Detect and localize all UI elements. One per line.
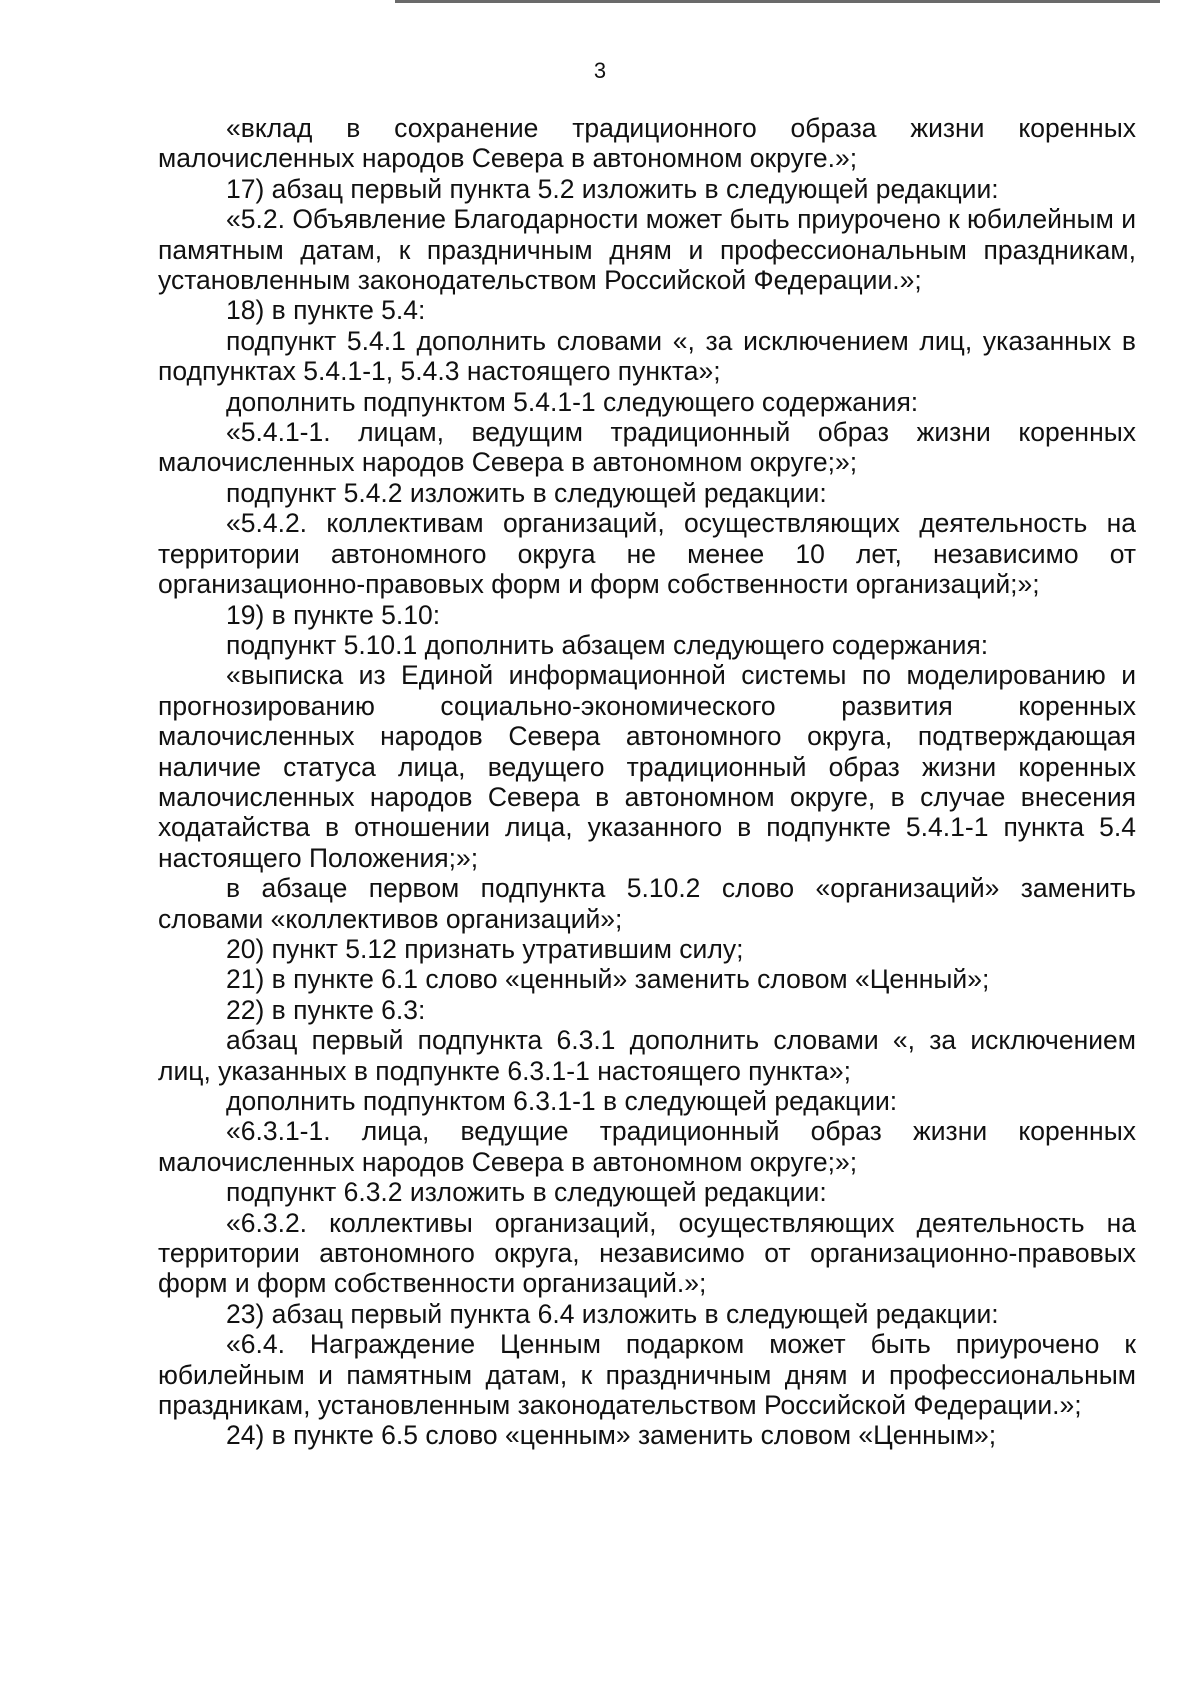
paragraph: подпункт 5.10.1 дополнить абзацем следующего содержания:	[226, 629, 989, 660]
paragraph: подпункт 6.3.2 изложить в следующей редакции:	[226, 1177, 827, 1208]
paragraph: «5.4.1-1. лицам, ведущим традиционный образ жизни коренных малочисленных народов Севера в автономном округе;»;	[158, 417, 1136, 478]
paragraph: «5.4.2. коллективам организаций, осуществляющих деятельность на территории автономного округа не менее 10 лет, независимо от организационно-правовых форм и форм собственности организаций;»;	[158, 508, 1136, 600]
top-border-line	[395, 0, 1160, 3]
paragraph: дополнить подпунктом 5.4.1-1 следующего содержания:	[226, 386, 919, 417]
paragraph: абзац первый подпункта 6.3.1 дополнить словами «, за исключением лиц, указанных в подпункте 6.3.1-1 настоящего пункта»;	[158, 1025, 1136, 1086]
page-number: 3	[593, 58, 607, 83]
paragraph: 24) в пункте 6.5 слово «ценным» заменить словом «Ценным»;	[226, 1420, 997, 1451]
paragraph: 19) в пункте 5.10:	[226, 599, 441, 630]
paragraph: дополнить подпунктом 6.3.1-1 в следующей редакции:	[226, 1086, 898, 1116]
paragraph: 18) в пункте 5.4:	[226, 295, 426, 326]
paragraph: «6.3.2. коллективы организаций, осуществляющих деятельность на территории автономного округа, независимо от организационно-правовых форм и форм собственности организаций.»;	[158, 1207, 1136, 1299]
paragraph: 20) пункт 5.12 признать утратившим силу;	[226, 933, 744, 964]
document-body	[158, 113, 1136, 1451]
paragraph: «6.4. Награждение Ценным подарком может быть приурочено к юбилейным и памятным датам, к праздничным дням и профессиональным праздникам, установленным законодательством Российской Федерации.»;	[158, 1329, 1136, 1421]
paragraph: подпункт 5.4.1 дополнить словами «, за исключением лиц, указанных в подпунктах 5.4.1-1, 5.4.3 настоящего пункта»;	[158, 325, 1136, 387]
paragraph: 23) абзац первый пункта 6.4 изложить в следующей редакции:	[226, 1298, 999, 1329]
paragraph: 21) в пункте 6.1 слово «ценный» заменить словом «Ценный»;	[226, 964, 990, 995]
paragraph: 22) в пункте 6.3:	[226, 994, 426, 1025]
paragraph: «выписка из Единой информационной системы по моделированию и прогнозированию социально-экономического развития коренных малочисленных народов Севера автономного округа, подтверждающая наличие статуса лица, ведущего традиционный образ жизни коренных малочисленных народов Севера в автономном округе, в случае внесения ходатайства в отношении лица, указанного в подпункте 5.4.1-1 пункта 5.4 настоящего Положения;»;	[158, 660, 1136, 873]
paragraph: «6.3.1-1. лица, ведущие традиционный образ жизни коренных малочисленных народов Севера в автономном округе;»;	[158, 1116, 1136, 1177]
paragraph: «5.2. Объявление Благодарности может быть приурочено к юбилейным и памятным датам, к праздничным дням и профессиональным праздникам, установленным законодательством Российской Федерации.»;	[158, 204, 1136, 296]
paragraph: 17) абзац первый пункта 5.2 изложить в следующей редакции:	[226, 173, 999, 204]
paragraph: «вклад в сохранение традиционного образа жизни коренных малочисленных народов Севера в автономном округе.»;	[158, 113, 1136, 174]
paragraph: в абзаце первом подпункта 5.10.2 слово «организаций» заменить словами «коллективов организаций»;	[158, 873, 1136, 934]
paragraph: подпункт 5.4.2 изложить в следующей редакции:	[226, 477, 827, 508]
